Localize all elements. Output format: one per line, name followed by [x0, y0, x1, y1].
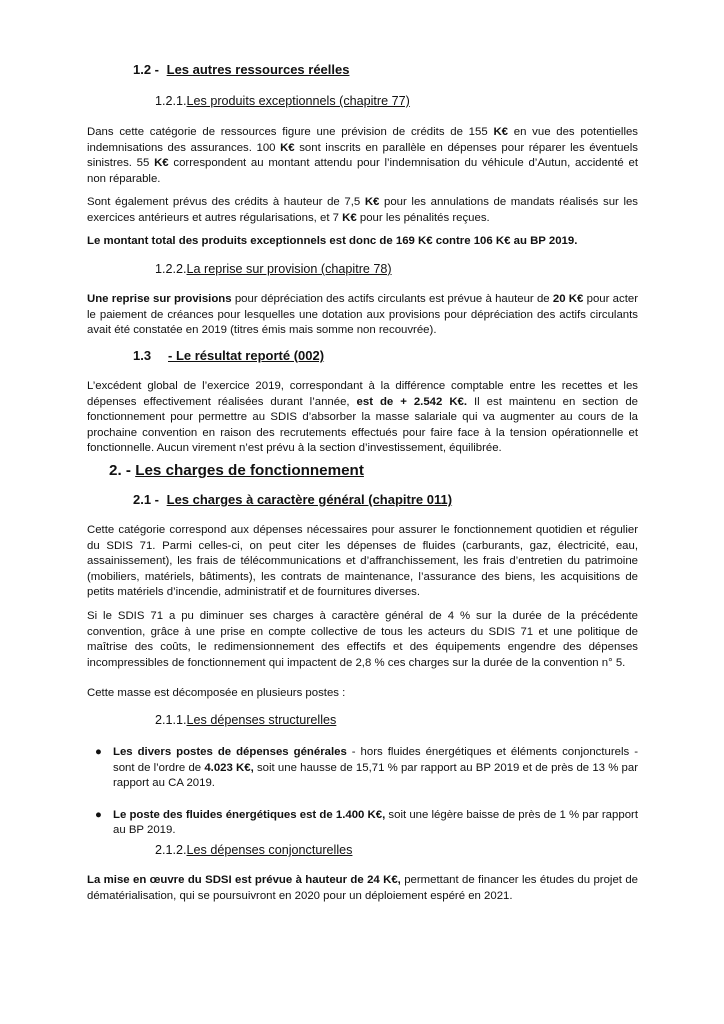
paragraph-provision	[87, 292, 638, 339]
heading-title: Les dépenses conjoncturelles	[186, 843, 353, 857]
bold-text: K€	[154, 157, 169, 170]
heading-title: Les charges de fonctionnement	[135, 462, 364, 479]
heading-2	[109, 462, 364, 479]
heading-1-3	[133, 348, 324, 363]
heading-number: 2.1.2.	[155, 843, 187, 857]
text: soit une légère baisse de près de 1 % par rapport au BP 2019.	[113, 808, 638, 837]
text: Cette catégorie correspond aux dépenses nécessaires pour assurer le fonctionnement quotidien et régulier du SDIS 71. Parmi celles-ci, on peut citer les dépenses de fluides (carburants, gaz, électricité, eau, assainissement), les frais de télécommunications et d’affranchissement, les frais d’entretien du patrimoine (mobiliers, matériels, bâtiments), les contrats de maintenance, l’assurance des biens, les acquisitions de petits matériels d’incendie, administratif et de fournitures diverses.	[87, 524, 638, 599]
heading-title: Les dépenses structurelles	[186, 713, 337, 727]
paragraph-carried-result	[87, 379, 638, 457]
text: Il est maintenu en section de fonctionnement pour permettre au SDIS d’absorber la masse salariale qui va augmenter au cours de la prochaine convention en raison des recrutements effectués pour faire face à la tension opérationnelle et fonctionnelle. Aucun virement n’est prévu à la section d’investissement, équilibrée.	[87, 395, 639, 455]
structural-expenses-list	[87, 745, 638, 839]
heading-2-1	[133, 492, 452, 507]
text: Si le SDIS 71 a pu diminuer ses charges à caractère général de 4 % sur la durée de la précédente convention, grâce à une prise en compte collective de tous les acteurs du SDIS 71 et une politique de maîtrise des coûts, le redimensionnement des effectifs et des équipements engendre des dépenses incompressibles de fonctionnement qui impactent de 2,8 % ces charges sur la durée de la convention n° 5.	[87, 610, 638, 669]
bold-text: K€	[493, 126, 508, 138]
heading-number: 2.1 -	[133, 492, 160, 507]
text: pour les annulations de mandats réalisés sur les exercices antérieurs et autres régularisations, et 7	[87, 196, 639, 224]
text: Sont également prévus des crédits à hauteur de 7,5	[87, 196, 365, 208]
heading-number: 2. -	[109, 462, 131, 479]
paragraph-breakdown-intro	[87, 686, 638, 702]
heading-title: La reprise sur provision (chapitre 78)	[186, 262, 392, 276]
paragraph-sdis-charges	[87, 609, 638, 671]
heading-1-2-2	[155, 262, 392, 276]
bold-text: Le poste des fluides énergétiques est de 1.400 K€,	[113, 808, 386, 821]
text: sont inscrits en parallèle en dépenses pour réparer les éventuels sinistres. 55	[87, 141, 638, 170]
heading-number: 1.2 -	[133, 62, 160, 77]
bullet-icon: ●	[95, 808, 102, 821]
heading-title: Les produits exceptionnels (chapitre 77)	[186, 94, 410, 108]
heading-1-2	[133, 62, 349, 77]
text: L’excédent global de l’exercice 2019, correspondant à la différence comptable entre les recettes et les dépenses effectivement réalisées durant l’année,	[87, 380, 638, 408]
bold-text: est de + 2.542 K€.	[356, 395, 468, 408]
heading-number: 1.3	[133, 348, 152, 363]
paragraph-exceptional-products	[87, 125, 638, 187]
heading-2-1-2	[155, 843, 352, 857]
paragraph-total	[87, 234, 638, 250]
heading-number: 2.1.1.	[155, 713, 187, 727]
text: pour dépréciation des actifs circulants est prévue à hauteur de	[231, 293, 553, 305]
bold-text: Le montant total des produits exceptionnels est donc de 169 K€ contre 106 K€ au BP 2019.	[87, 235, 578, 247]
text: permettant de financer les études du projet de dématérialisation, qui se poursuivront en 2020 pour un déploiement espéré en 2021.	[87, 874, 638, 902]
text: Cette masse est décomposée en plusieurs postes :	[87, 687, 346, 699]
list-item	[87, 808, 638, 839]
heading-title: Les autres ressources réelles	[166, 62, 350, 77]
list-item	[87, 745, 638, 792]
bold-text: K€	[280, 141, 295, 154]
heading-number: 1.2.1.	[155, 94, 187, 108]
text: soit une hausse de 15,71 % par rapport au BP 2019 et de près de 13 % par rapport au CA 2019.	[113, 761, 638, 790]
text: - hors fluides énergétiques et éléments conjoncturels - sont de l’ordre de	[113, 746, 638, 774]
bold-text: La mise en œuvre du SDSI est prévue à hauteur de 24 K€,	[87, 874, 401, 886]
heading-title: Les charges à caractère général (chapitre 011)	[166, 492, 453, 507]
paragraph-general-charges	[87, 523, 638, 601]
paragraph-credits	[87, 195, 638, 226]
text: en vue des potentielles indemnisations des assurances. 100	[87, 126, 639, 154]
bold-text: K€	[364, 196, 380, 208]
bold-text: Les divers postes de dépenses générales	[113, 746, 347, 758]
bold-text: 20 K€	[552, 293, 584, 305]
text: pour acter le paiement de créances pour lesquelles une dotation aux provisions pour dépréciation des actifs circulants avait été constatée en 2019 (titres émis mais somme non recouvrée).	[87, 293, 638, 337]
text: correspondent au montant attendu pour l’indemnisation du véhicule d’Autun, accidenté et non réparable.	[87, 157, 638, 185]
text: Dans cette catégorie de ressources figure une prévision de crédits de 155	[87, 126, 494, 138]
heading-title: - Le résultat reporté (002)	[168, 348, 325, 363]
heading-number: 1.2.2.	[155, 262, 187, 276]
bold-text: Une reprise sur provisions	[87, 293, 232, 305]
bullet-icon: ●	[95, 746, 102, 758]
paragraph-sdsi	[87, 873, 638, 904]
bold-text: 4.023 K€,	[204, 761, 254, 774]
heading-1-2-1	[155, 94, 410, 108]
bold-text: K€	[342, 211, 357, 224]
heading-2-1-1	[155, 713, 336, 727]
text: pour les pénalités reçues.	[356, 211, 490, 224]
